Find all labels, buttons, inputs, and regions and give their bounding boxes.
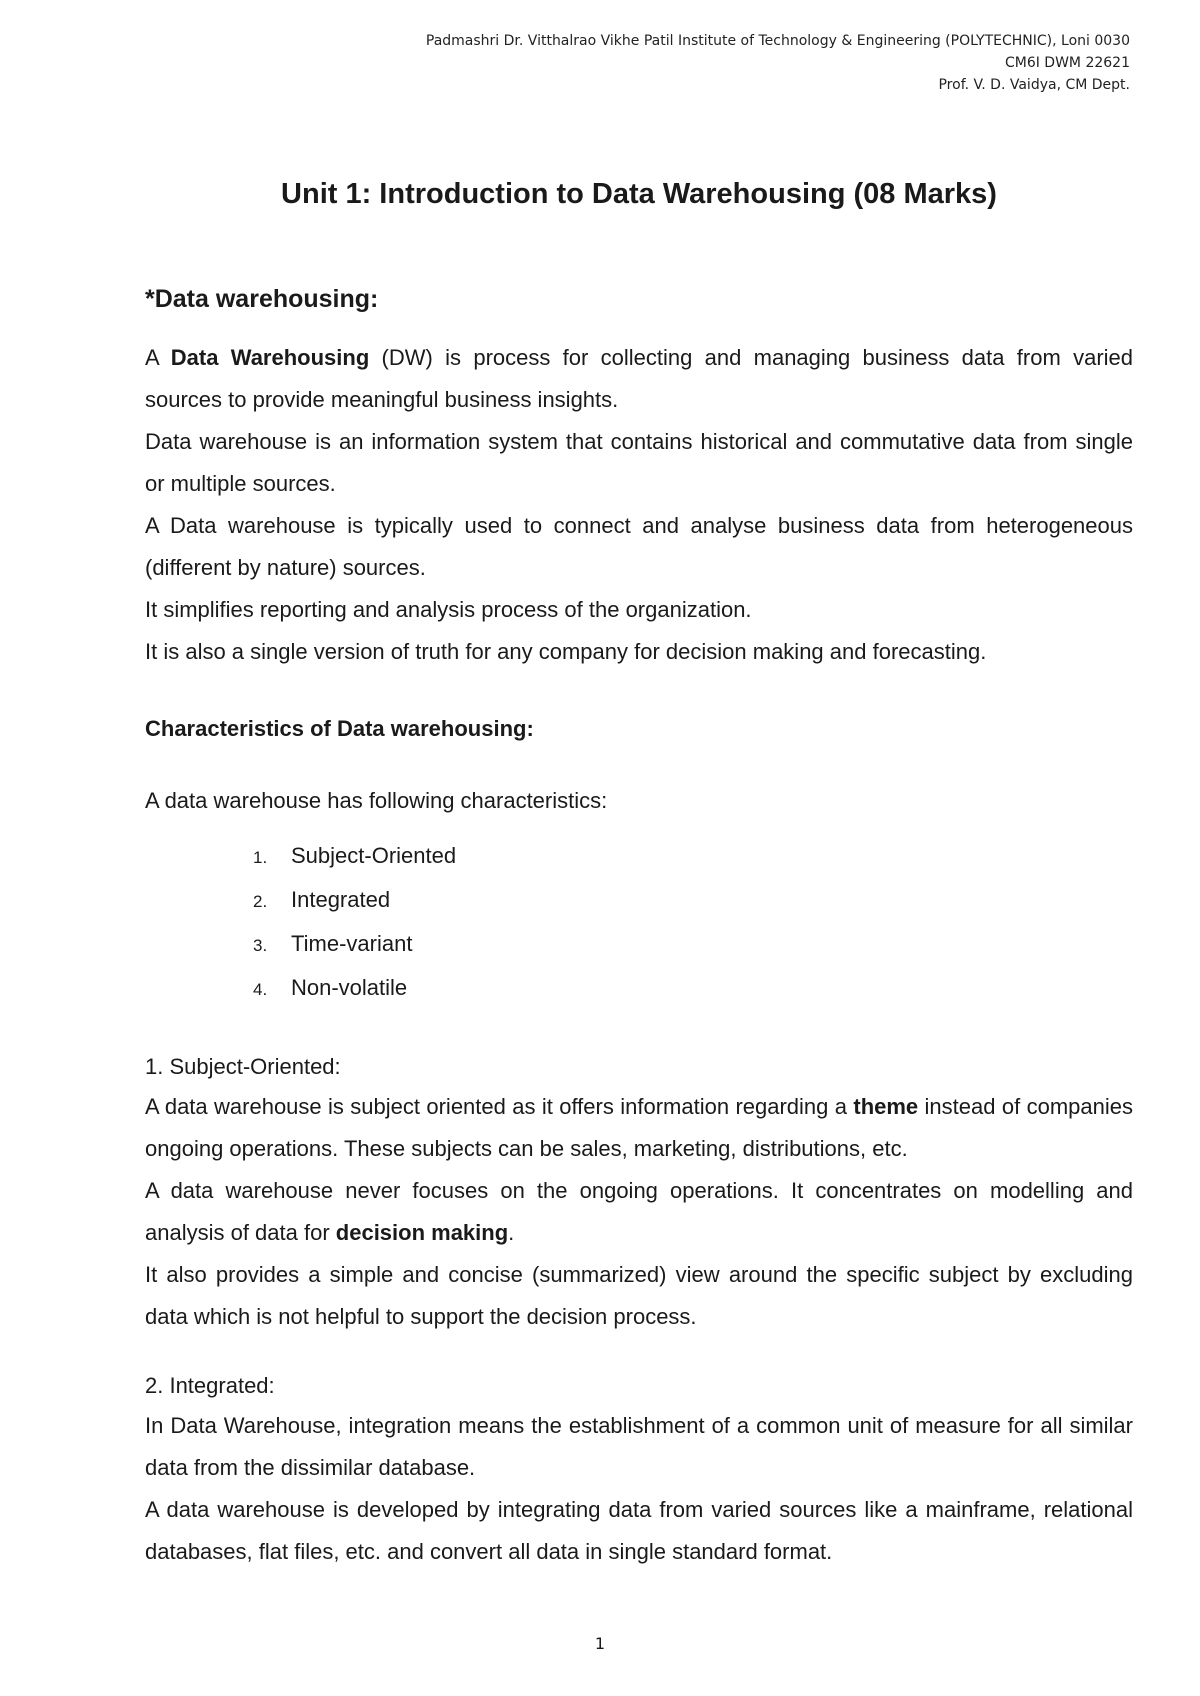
subject-oriented-text <box>145 1086 1133 1338</box>
list-item: 3. Time-variant <box>253 931 413 956</box>
section-data-warehousing-text <box>145 337 1133 673</box>
paragraph: It also provides a simple and concise (summarized) view around the specific subject by excluding data which is not helpful to support the decision process. <box>145 1262 1133 1329</box>
integrated-heading: 2. Integrated: <box>145 1373 275 1398</box>
page-number: 1 <box>594 1634 606 1653</box>
list-item: 1. Subject-Oriented <box>253 843 457 868</box>
page-title: Unit 1: Introduction to Data Warehousing (08 Marks) <box>281 178 997 210</box>
paragraph: It is also a single version of truth for any company for decision making and forecasting. <box>145 639 987 664</box>
paragraph: A data warehouse never focuses on the ongoing operations. It concentrates on modelling and analysis of data for decision making. <box>145 1178 1133 1245</box>
paragraph: In Data Warehouse, integration means the establishment of a common unit of measure for all similar data from the dissimilar database. <box>145 1413 1133 1480</box>
section-heading-data-warehousing: *Data warehousing: <box>145 285 379 313</box>
header-author: Prof. V. D. Vaidya, CM Dept. <box>938 77 1130 93</box>
header-course: CM6I DWM 22621 <box>1004 55 1130 71</box>
paragraph: A data warehouse is subject oriented as it offers information regarding a theme instead of companies ongoing operations. These subjects can be sales, marketing, distributions, etc. <box>145 1094 1133 1161</box>
paragraph: It simplifies reporting and analysis process of the organization. <box>145 597 752 622</box>
list-item: 4. Non-volatile <box>253 975 408 1000</box>
characteristics-heading: Characteristics of Data warehousing: <box>145 716 534 741</box>
paragraph: A Data warehouse is typically used to connect and analyse business data from heterogeneous (different by nature) sources. <box>145 513 1133 580</box>
subject-oriented-heading: 1. Subject-Oriented: <box>145 1054 341 1079</box>
paragraph: A Data Warehousing (DW) is process for collecting and managing business data from varied sources to provide meaningful business insights. <box>145 345 1133 412</box>
paragraph: A data warehouse is developed by integrating data from varied sources like a mainframe, relational databases, flat files, etc. and convert all data in single standard format. <box>145 1497 1133 1564</box>
header-institute: Padmashri Dr. Vitthalrao Vikhe Patil Institute of Technology & Engineering (POLYTECHNIC), Loni 0030 <box>425 33 1130 49</box>
characteristics-intro: A data warehouse has following characteristics: <box>145 788 608 813</box>
page-header <box>426 30 1130 96</box>
integrated-text <box>145 1405 1133 1573</box>
list-item: 2. Integrated <box>253 887 391 912</box>
paragraph: Data warehouse is an information system that contains historical and commutative data from single or multiple sources. <box>145 429 1133 496</box>
characteristics-list <box>253 835 456 1011</box>
